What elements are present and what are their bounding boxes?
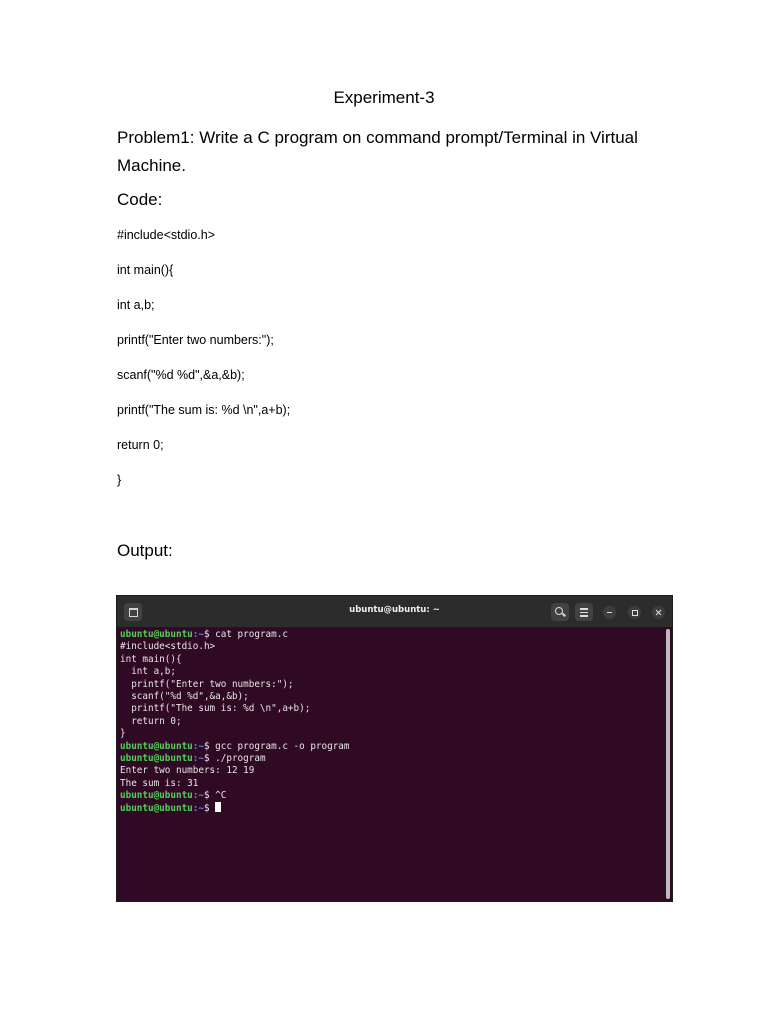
terminal-title: ubuntu@ubuntu: ~ — [349, 605, 440, 615]
prompt-command: $ ^C — [203, 790, 227, 802]
terminal-prompt-line — [120, 802, 660, 814]
terminal-prompt-line — [120, 790, 660, 802]
terminal-prompt-line — [120, 753, 660, 765]
prompt-user: ubuntu@ubuntu — [120, 803, 193, 815]
prompt-command: $ ./program — [203, 752, 266, 764]
code-line: printf("Enter two numbers:"); — [117, 333, 274, 347]
page-title: Experiment-3 — [333, 88, 435, 107]
minimize-icon[interactable] — [603, 606, 616, 619]
prompt-path: :~ — [192, 740, 204, 752]
maximize-icon[interactable] — [628, 606, 641, 619]
prompt-user: ubuntu@ubuntu — [120, 752, 193, 764]
terminal-prompt-line — [120, 741, 660, 753]
code-line: } — [117, 473, 122, 487]
terminal-output-line: #include<stdio.h> — [120, 641, 216, 653]
code-listing — [117, 227, 290, 507]
prompt-path: :~ — [192, 752, 204, 764]
code-line: #include<stdio.h> — [117, 228, 215, 242]
prompt-user: ubuntu@ubuntu — [120, 790, 193, 802]
code-line: scanf("%d %d",&a,&b); — [117, 368, 245, 382]
code-line: int a,b; — [117, 298, 155, 312]
terminal-output-line: scanf("%d %d",&a,&b); — [120, 690, 249, 702]
problem-statement: Problem1: Write a C program on command prompt/Terminal in Virtual Machine. — [117, 128, 638, 175]
terminal-output-line: printf("The sum is: %d \n",a+b); — [120, 703, 311, 715]
code-heading: Code: — [117, 190, 163, 209]
terminal-output[interactable] — [120, 629, 660, 815]
prompt-path: :~ — [192, 790, 204, 802]
terminal-output-line: return 0; — [120, 715, 182, 727]
hamburger-menu-icon[interactable] — [575, 603, 593, 621]
output-heading: Output: — [117, 541, 173, 560]
prompt-user: ubuntu@ubuntu — [120, 629, 193, 640]
terminal-cursor — [215, 802, 221, 812]
prompt-command: $ gcc program.c -o program — [203, 740, 350, 752]
terminal-titlebar[interactable] — [117, 596, 672, 628]
prompt-command: $ cat program.c — [203, 629, 288, 640]
terminal-output-line: Enter two numbers: 12 19 — [120, 765, 255, 777]
terminal-scrollbar[interactable] — [666, 629, 670, 899]
terminal-output-line: int a,b; — [120, 666, 176, 678]
prompt-path: :~ — [192, 803, 204, 815]
search-icon[interactable] — [551, 603, 569, 621]
terminal-window[interactable] — [117, 596, 672, 901]
prompt-path: :~ — [192, 629, 204, 640]
close-icon[interactable] — [652, 606, 665, 619]
code-line: int main(){ — [117, 263, 174, 277]
prompt-user: ubuntu@ubuntu — [120, 740, 193, 752]
code-line: printf("The sum is: %d \n",a+b); — [117, 403, 291, 417]
terminal-output-line: } — [120, 728, 126, 740]
code-line: return 0; — [117, 438, 164, 452]
terminal-prompt-line — [120, 629, 660, 641]
terminal-output-line: The sum is: 31 — [120, 777, 199, 789]
prompt-command: $ — [203, 803, 216, 815]
terminal-output-line: printf("Enter two numbers:"); — [120, 678, 294, 690]
terminal-output-line: int main(){ — [120, 653, 182, 665]
